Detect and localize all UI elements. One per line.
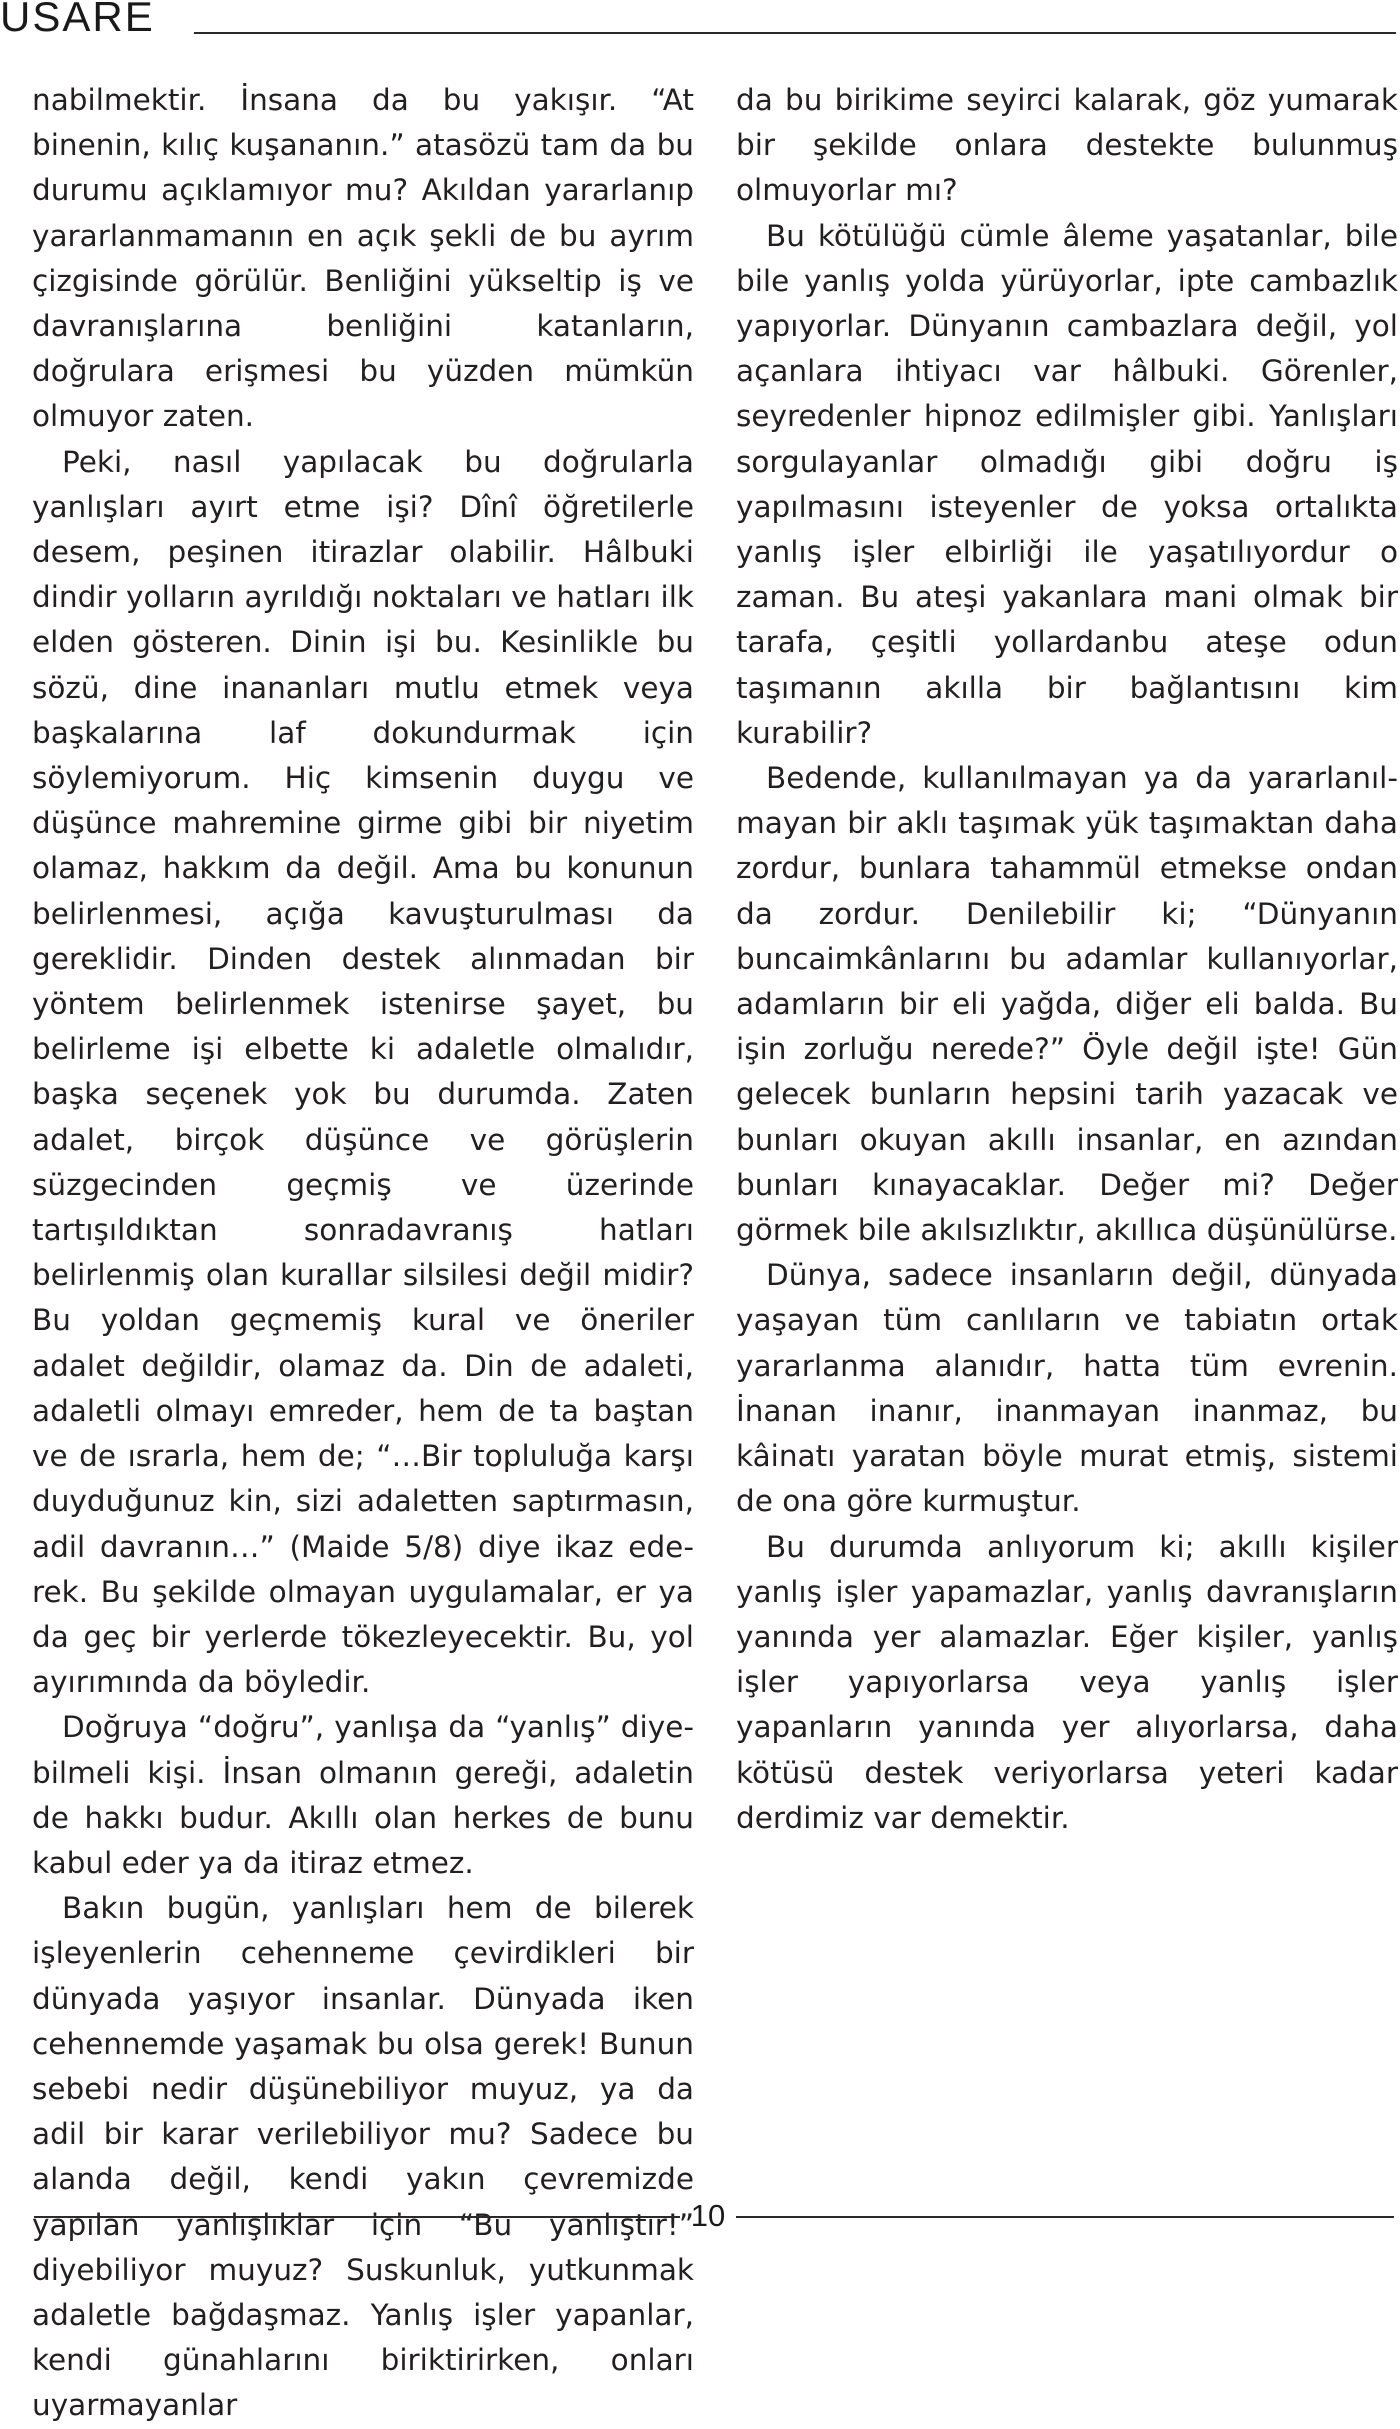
left-column xyxy=(32,78,694,2429)
page-footer xyxy=(0,2196,1400,2236)
page-number: 10 xyxy=(690,2198,726,2233)
paragraph: Dünya, sadece insanların değil, dünyada yaşayan tüm canlıların ve tabiatın ortak yararlanma alanıdır, hatta tüm evrenin. İnanan inanır, inanmayan inanmaz, bu kâinatı yaratan böyle murat etmiş, sistemi de ona göre kurmuştur. xyxy=(736,1258,1398,1519)
header-rule xyxy=(194,32,1396,34)
paragraph: Bakın bugün, yanlışları hem de bilerek işleyenlerin cehenneme çevirdikleri bir dünyada yaşıyor insanlar. Dünyada iken cehennemde yaşamak bu olsa gerek! Bunun sebebi nedir düşünebiliyor muyuz, ya da adil bir karar verilebiliyor mu? Sadece bu alanda değil, kendi yakın çevremizde yapılan yanlışlıklar için “Bu yanlıştır!” diyebiliyor muyuz? Suskunluk, yutkunmak adaletle bağdaşmaz. Yanlış işler yapanlar, kendi günahlarını biriktirirken, onları uyarmayanlar xyxy=(32,1891,694,2423)
paragraph: Bu kötülüğü cümle âleme yaşatanlar, bile bile yanlış yolda yürüyorlar, ipte cambazlık yapıyorlar. Dünyanın cambazlara değil, yol açanlara ihtiyacı var hâlbuki. Görenler, seyredenler hipnoz edilmişler gibi. Yanlışları sorgulayanlar olmadığı gibi doğru iş yapılmasını isteyenler de yoksa ortalıkta yanlış işler elbirliği ile yaşatılıyordur o zaman. Bu ateşi yakanlara mani olmak bir tarafa, çeşitli yollardanbu ateşe odun taşımanın akılla bir bağlantısını kim kurabilir? xyxy=(736,218,1398,750)
footer-rule-right xyxy=(736,2216,1394,2218)
paragraph: da bu birikime seyirci kalarak, göz yumarak bir şekilde onlara destekte bulunmuş olmuyorlar mı? xyxy=(736,83,1398,208)
magazine-logo: USARE xyxy=(0,0,155,40)
paragraph: Doğruya “doğru”, yanlışa da “yanlış” diyebilmeli kişi. İnsan olmanın gereği, adaletin de hakkı budur. Akıllı olan herkes de bunu kabul eder ya da itiraz etmez. xyxy=(32,1710,694,1880)
right-column xyxy=(736,78,1398,1841)
page-header xyxy=(0,0,1400,40)
paragraph: Bu durumda anlıyorum ki; akıllı kişiler yanlış işler yapamazlar, yanlış davranışların yanında yer alamazlar. Eğer kişiler, yanlış işler yapıyorlarsa veya yanlış işler yapanların yanında yer alıyorlarsa, daha kötüsü destek veriyorlarsa yeteri kadar derdimiz var demektir. xyxy=(736,1529,1398,1835)
paragraph: Bedende, kullanılmayan ya da yararlanılmayan bir aklı taşımak yük taşımaktan daha zordur, bunlara tahammül etmekse ondan da zordur. Denilebilir ki; “Dünyanın buncaimkânlarını bu adamlar kullanıyorlar, adamların bir eli yağda, diğer eli balda. Bu işin zorluğu nerede?” Öyle değil işte! Gün gelecek bunların hepsini tarih yazacak ve bunları okuyan akıllı insanlar, en azından bunları kınayacaklar. Değer mi? Değer görmek bile akılsızlıktır, akıllıca düşünülürse. xyxy=(736,761,1398,1248)
paragraph: nabilmektir. İnsana da bu yakışır. “At binenin, kılıç kuşananın.” atasözü tam da bu durumu açıklamıyor mu? Akıldan yararlanıp yararlanmamanın en açık şekli de bu ayrım çizgisinde görülür. Benliğini yükseltip iş ve davranışlarına benliğini katanların, doğrulara erişmesi bu yüzden mümkün olmuyor zaten. xyxy=(32,83,694,434)
paragraph: Peki, nasıl yapılacak bu doğrularla yanlışları ayırt etme işi? Dînî öğretilerle desem, peşinen itirazlar olabilir. Hâlbuki dindir yolların ayrıldığı noktaları ve hatları ilk elden gösteren. Dinin işi bu. Kesinlikle bu sözü, dine inananları mutlu etmek veya başkalarına laf dokundurmak için söylemiyorum. Hiç kimsenin duygu ve düşünce mahremine girme gibi bir niyetim olamaz, hakkım da değil. Ama bu konunun belirlenmesi, açığa kavuşturulması da gereklidir. Dinden destek alınmadan bir yöntem belirlenmek istenirse şayet, bu belirleme işi elbette ki adaletle olmalıdır, başka seçenek yok bu durumda. Zaten adalet, birçok düşünce ve görüşlerin süzgecinden geçmiş ve üzerinde tartışıldıktan sonradavranış hatları belirlenmiş olan kurallar silsilesi değil midir? Bu yoldan geçmemiş kural ve öneriler adalet değildir, olamaz da. Din de adaleti, adaletli olmayı emreder, hem de ta baştan ve de ısrarla, hem de; “…Bir topluluğa karşı duyduğunuz kin, sizi adaletten saptırmasın, adil davranın…” (Maide 5/8) diye ikaz ederek. Bu şekilde olmayan uygulamalar, er ya da geç bir yerlerde tökezleyecektir. Bu, yol ayırımında da böyledir. xyxy=(32,444,694,1700)
footer-rule-left xyxy=(34,2216,680,2218)
